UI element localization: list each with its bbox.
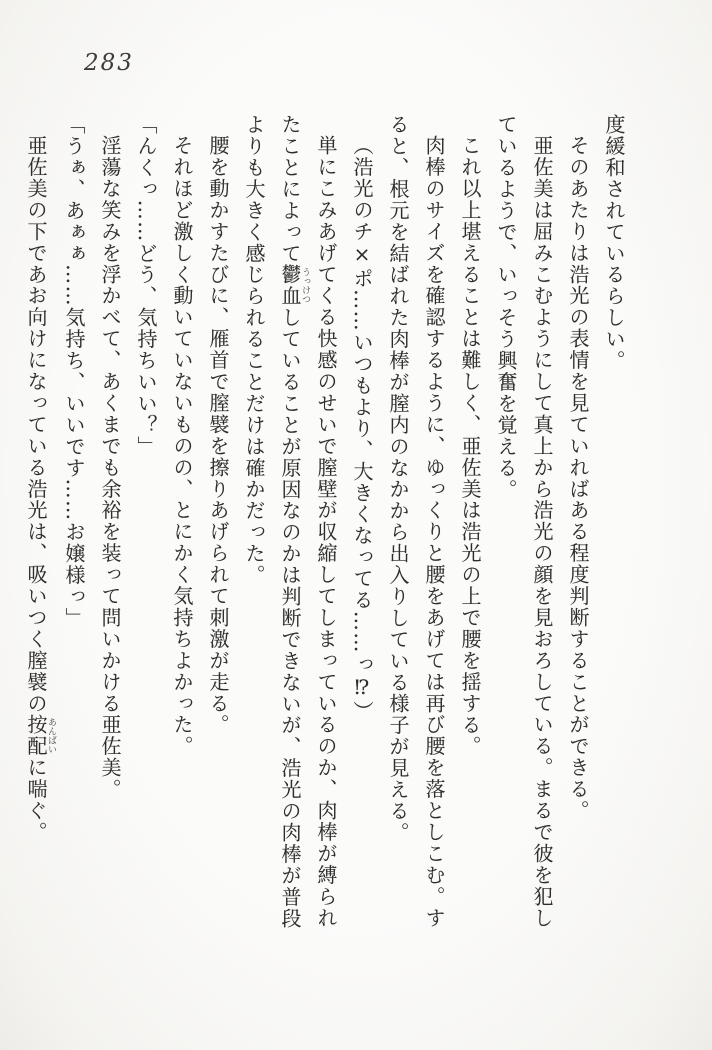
paragraph: 単にこみあげてくる快感のせいで膣壁が収縮してしまっているのか、肉棒が縛られたことによって鬱血うっけつしていることが原因なのかは判断できないが、浩光の肉棒が普段よりも大きく感じられることだけは確かだった。 <box>242 114 338 930</box>
paragraph: 淫蕩な笑みを浮かべて、あくまでも余裕を装って問いかける亜佐美。 <box>98 135 122 800</box>
paragraph: 「んくっ……どう、気持ちいい？」 <box>134 114 158 458</box>
ruby-annotated-word: 按配あんばい <box>24 714 56 758</box>
paragraph: 亜佐美は屈みこむようにして真上から浩光の顔を見おろしている。まるで彼を犯しているようで、いっそう興奮を覚える。 <box>494 114 554 929</box>
paragraph: 肉棒のサイズを確認するように、ゆっくりと腰をあげては再び腰を落としこむ。すると、根元を結ばれた肉棒が膣内のなかから出入りしている様子が見える。 <box>386 114 446 929</box>
paragraph: これ以上堪えることは難しく、亜佐美は浩光の上で腰を揺する。 <box>458 135 482 758</box>
paragraph: （浩光のチ×ポ……いつもより、大きくなってる……っ⁉） <box>350 135 374 723</box>
paragraph: 「うぁ、あぁぁ……気持ち、いいです……お嬢様っ」 <box>62 114 86 629</box>
paragraph: そのあたりは浩光の表情を見ていればある程度判断することができる。 <box>566 135 590 822</box>
ruby-annotated-word: 鬱血うっけつ <box>278 264 310 308</box>
paragraph: それほど激しく動いていないものの、とにかく気持ちよかった。 <box>170 135 194 758</box>
paragraph: 腰を動かすたびに、雁首で膣襞を擦りあげられて刺激が走る。 <box>206 135 230 736</box>
paragraph: 度緩和されているらしい。 <box>602 114 626 372</box>
paragraph: 亜佐美の下であお向けになっている浩光は、吸いつく膣襞の按配あんばいに喘ぐ。 <box>24 135 56 843</box>
page-number: 283 <box>84 50 134 76</box>
text-body <box>18 114 632 932</box>
